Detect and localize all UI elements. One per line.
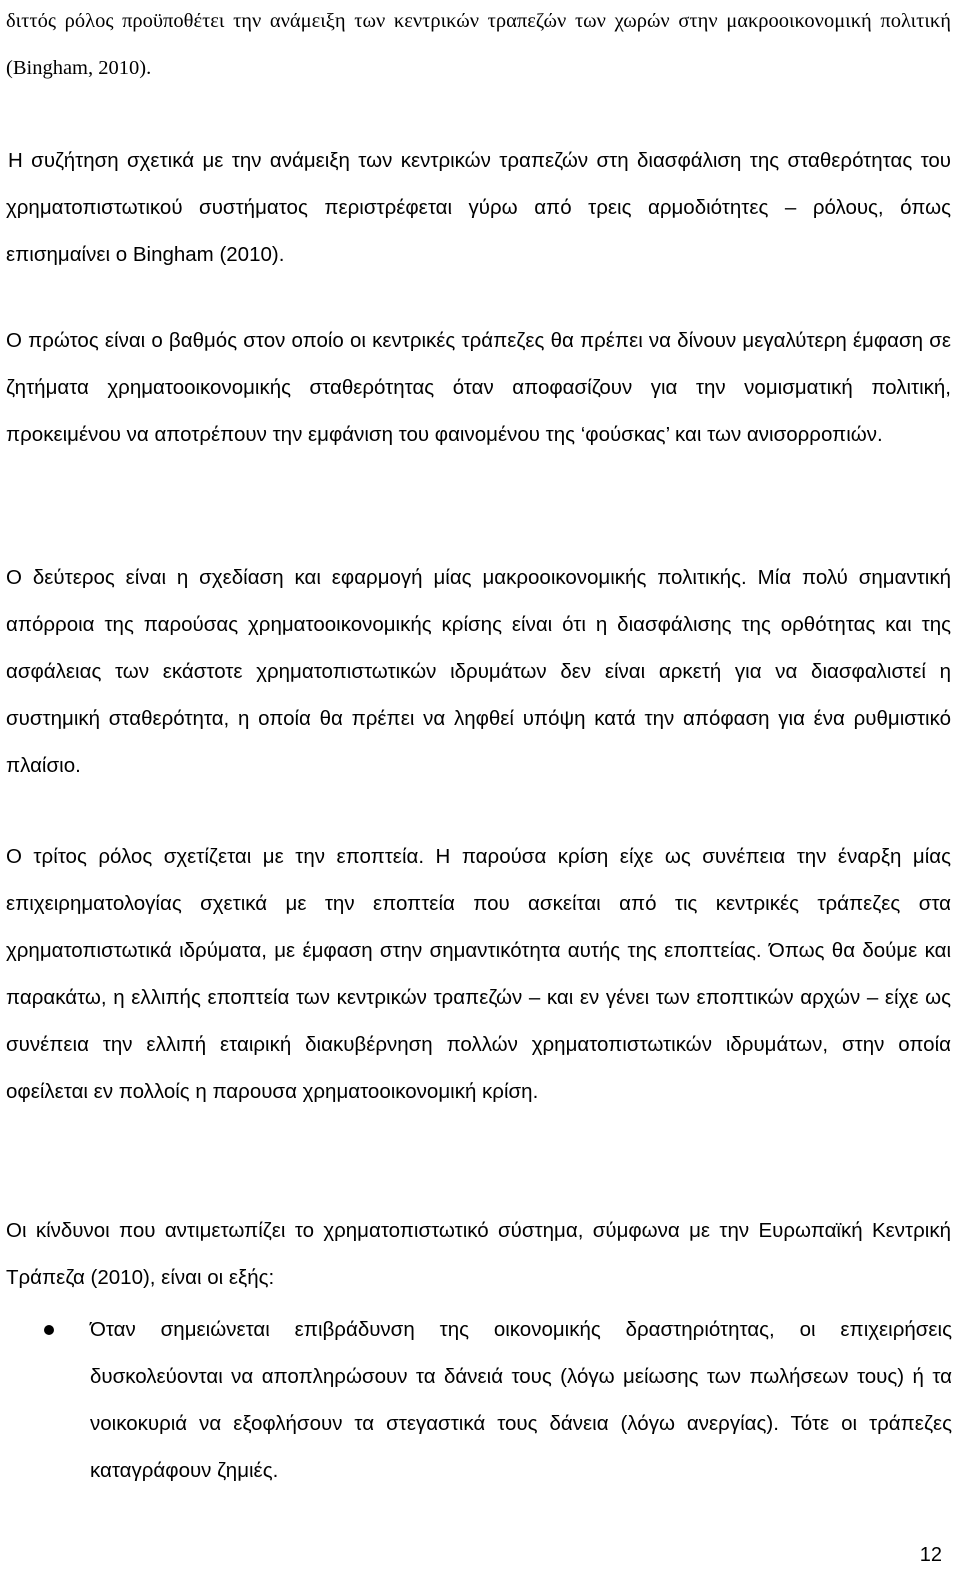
page-number: 12	[919, 1544, 942, 1566]
bullet-list-item: Όταν σημειώνεται επιβράδυνση της οικονομικής δραστηριότητας, οι επιχειρήσεις δυσκολεύονται να αποπληρώσουν τα δάνειά τους (λόγω μείωσης των πωλήσεων τους) ή τα νοικοκυριά να εξοφλήσουν τα στεγαστικά τους δάνεια (λόγω ανεργίας). Τότε οι τράπεζες καταγράφουν ζημιές.	[90, 1318, 952, 1482]
paragraph-third-role: Ο τρίτος ρόλος σχετίζεται με την εποπτεία. Η παρούσα κρίση είχε ως συνέπεια την έναρξη μίας επιχειρηματολογίας σχετικά με την εποπτεία που ασκείται από τις κεντρικές τράπεζες στα χρηματοπιστωτικά ιδρύματα, με έμφαση στην σημαντικότητα αυτής της εποπτείας. Όπως θα δούμε και παρακάτω, η ελλιπής εποπτεία των κεντρικών τραπεζών – και εν γένει των εποπτικών αρχών – είχε ως συνέπεια την ελλιπή εταιρική διακυβέρνηση πολλών χρηματοπιστωτικών ιδρυμάτων, στην οποία οφείλεται εν πολλοίς η παρουσα χρηματοοικονομική κρίση.	[6, 845, 951, 1103]
paragraph-second-role: Ο δεύτερος είναι η σχεδίαση και εφαρμογή μίας μακροοικονομικής πολιτικής. Μία πολύ σημαντική απόρροια της παρούσας χρηματοοικονομικής κρίσης είναι ότι η διασφάλισης της ορθότητας και της ασφάλειας των εκάστοτε χρηματοπιστωτικών ιδρυμάτων δεν είναι αρκετή για να διασφαλιστεί η συστημική σταθερότητα, η οποία θα πρέπει να ληφθεί υπόψη κατά την απόφαση για ένα ρυθμιστικό πλαίσιο.	[6, 566, 951, 777]
paragraph-continuation: διττός ρόλος προϋποθέτει την ανάμειξη των κεντρικών τραπεζών των χωρών στην μακροοικονομική πολιτική (Bingham, 2010).	[6, 10, 951, 79]
bullet-icon	[44, 1325, 54, 1335]
paragraph-roles-intro: Η συζήτηση σχετικά με την ανάμειξη των κεντρικών τραπεζών στη διασφάλιση της σταθερότητας του χρηματοπιστωτικού συστήματος περιστρέφεται γύρω από τρεις αρμοδιότητες – ρόλους, όπως επισημαίνει ο Bingham (2010).	[6, 149, 951, 266]
paragraph-first-role: Ο πρώτος είναι ο βαθμός στον οποίο οι κεντρικές τράπεζες θα πρέπει να δίνουν μεγαλύτερη έμφαση σε ζητήματα χρηματοοικονομικής σταθερότητας όταν αποφασίζουν για την νομισματική πολιτική, προκειμένου να αποτρέπουν την εμφάνιση του φαινομένου της ‘φούσκας’ και των ανισορροπιών.	[6, 329, 951, 446]
paragraph-risks-intro: Οι κίνδυνοι που αντιμετωπίζει το χρηματοπιστωτικό σύστημα, σύμφωνα με την Ευρωπαϊκή Κεντρική Τράπεζα (2010), είναι οι εξής:	[6, 1219, 951, 1289]
